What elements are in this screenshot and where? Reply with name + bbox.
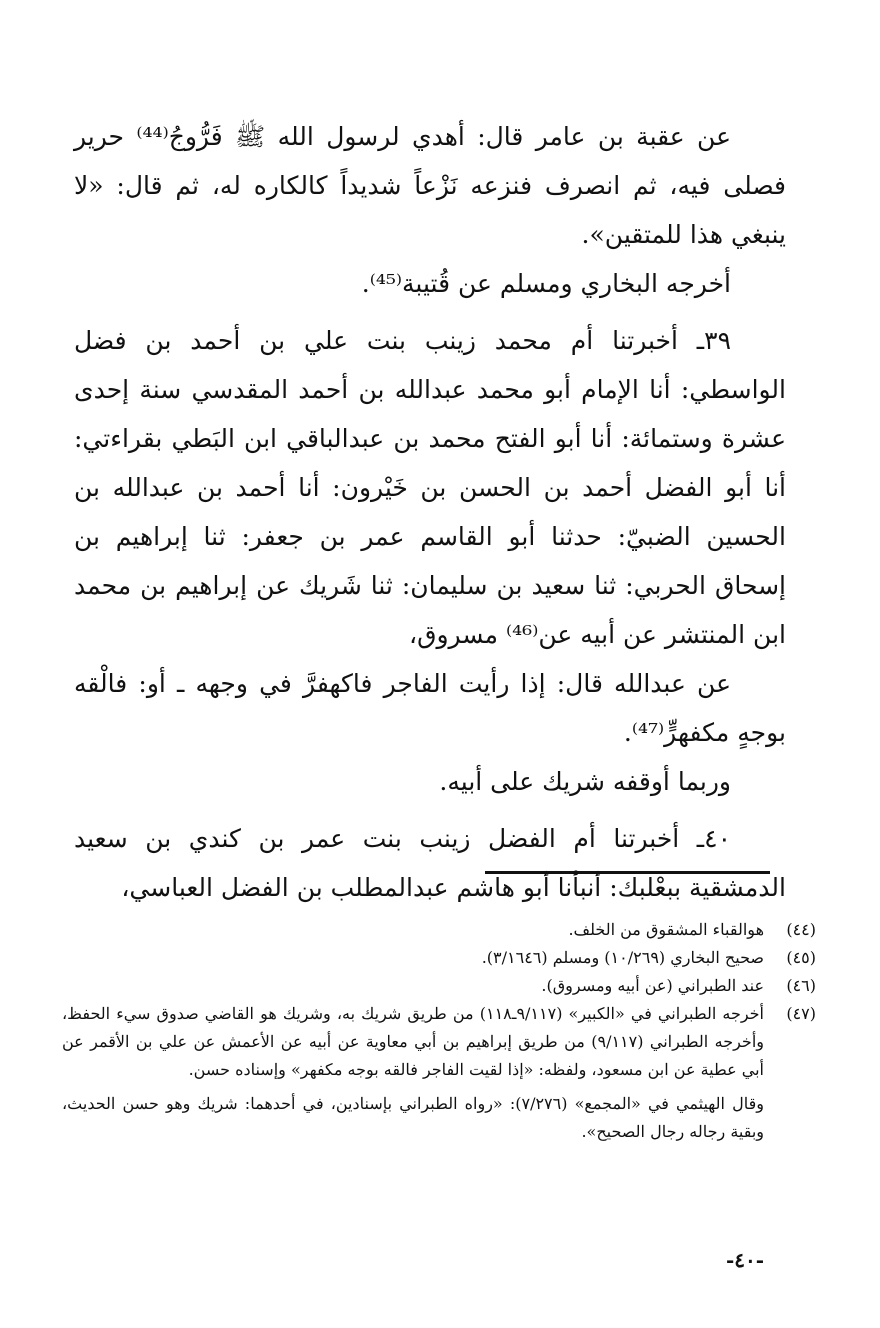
paragraph-hadith-39-matn: عن عبدالله قال: إذا رأيت الفاجر فاكهفرَّ في وجهه ـ أو: فالْقه بوجهٍ مكفهرٍّ⁽⁴⁷⁾.: [74, 669, 786, 747]
footnotes: [62, 916, 816, 1146]
footnote-text: صحيح البخاري (١٠/٢٦٩) ومسلم (٣/١٦٤٦).: [481, 948, 764, 967]
footnote-text: أخرجه الطبراني في «الكبير» (٩/١١٧ـ١١٨) من طريق شريك به، وشريك هو القاضي صدوق سيء الحفظ، وأخرجه الطبراني (٩/١١٧) من طريق إبراهيم بن أبي معاوية عن أبيه عن الأعمش عن علي بن الأقمر عن أبي عطية عن ابن مسعود، ولفظه: «إذا لقيت الفاجر فالقه بوجه مكفهر» وإسناده حسن.: [62, 1004, 764, 1079]
footnote-divider: [485, 871, 770, 874]
paragraph-hadith-40-isnad: ٤٠ـ أخبرتنا أم الفضل زينب بنت عمر بن كندي بن سعيد الدمشقية ببعْلبك: أنبأنا أبو هاشم عبدالمطلب بن الفضل العباسي،: [74, 824, 786, 902]
footnote-number: (٤٧): [786, 1004, 816, 1023]
footnote-47-continuation: وقال الهيثمي في «المجمع» (٧/٢٧٦): «رواه الطبراني بإسنادين، في أحدهما: شريك وهو حسن الحديث، وبقية رجاله رجال الصحيح».: [62, 1094, 764, 1141]
footnote-text: هوالقباء المشقوق من الخلف.: [568, 920, 764, 939]
paragraph-hadith-39-isnad: ٣٩ـ أخبرتنا أم محمد زينب بنت علي بن أحمد بن فضل الواسطي: أنا الإمام أبو محمد عبدالله بن أحمد المقدسي سنة إحدى عشرة وستمائة: أنا أبو الفتح محمد بن عبدالباقي ابن البَطي بقراءتي: أنا أبو الفضل أحمد بن الحسن بن خَيْرون: أنا أحمد بن عبدالله بن الحسين الضبيّ: حدثنا أبو القاسم عمر بن جعفر: ثنا إبراهيم بن إسحاق الحربي: ثنا سعيد بن سليمان: ثنا شَريك عن إبراهيم بن محمد ابن المنتشر عن أبيه عن⁽⁴⁶⁾ مسروق،: [74, 326, 786, 649]
paragraph-hadith-uqba: عن عقبة بن عامر قال: أهدي لرسول الله ﷺ فَرُّوجُ⁽⁴⁴⁾ حرير فصلى فيه، ثم انصرف فنزعه نَزْعاً شديداً كالكاره له، ثم قال: «لا ينبغي هذا للمتقين».: [74, 122, 786, 249]
main-text: [74, 112, 786, 912]
footnote-47: [62, 1000, 816, 1084]
footnote-44: [62, 916, 816, 944]
footnote-46: [62, 972, 816, 1000]
paragraph-note-sharik: وربما أوقفه شريك على أبيه.: [439, 767, 731, 796]
page-number: -٤٠-: [725, 1248, 765, 1272]
footnote-number: (٤٦): [786, 976, 816, 995]
paragraph-takhrij: أخرجه البخاري ومسلم عن قُتيبة⁽⁴⁵⁾.: [361, 269, 731, 298]
footnote-45: [62, 944, 816, 972]
footnote-number: (٤٥): [786, 948, 816, 967]
footnote-text: عند الطبراني (عن أبيه ومسروق).: [541, 976, 764, 995]
footnote-number: (٤٤): [786, 920, 816, 939]
